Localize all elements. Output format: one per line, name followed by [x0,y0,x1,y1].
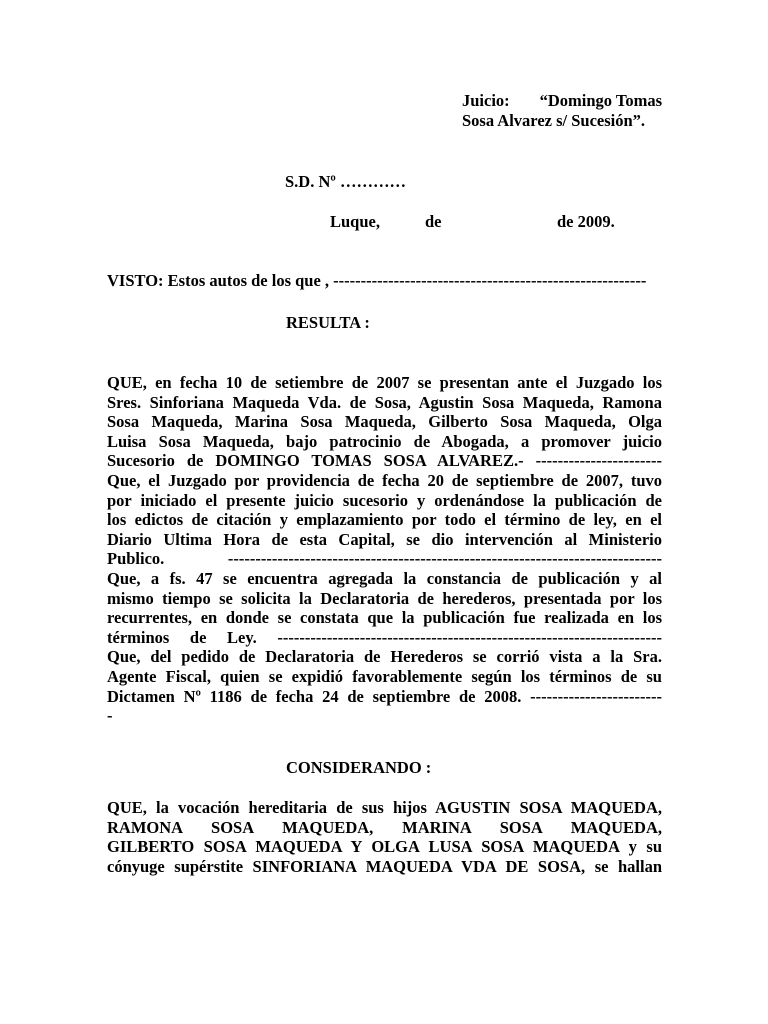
sentence-number: S.D. Nº ………… [285,172,406,191]
text-line: recurrentes, en donde se constata que la publicación fue realizada en los [107,608,662,628]
text-line: Agente Fiscal, quien se expidió favorablemente según los términos de su [107,666,662,686]
date-year: de 2009. [557,212,615,231]
text-line: Luisa Sosa Maqueda, bajo patrocinio de Abogada, a promover juicio [107,431,662,451]
date-de-day: de [425,212,442,231]
date-place: Luque, [330,212,380,231]
text-line: los edictos de citación y emplazamiento por todo el término de ley, en el [107,510,662,530]
case-title-line-2: Sosa Alvarez s/ Sucesión”. [462,111,646,130]
text-line: cónyuge supérstite SINFORIANA MAQUEDA VDA DE SOSA, se hallan [107,856,662,876]
case-title-line-1 [462,91,662,111]
case-title-name-start: “Domingo Tomas [539,91,662,110]
text-line: Dictamen Nº 1186 de fecha 24 de septiembre de 2008. ------------------------ [107,686,662,706]
text-line: Que, el Juzgado por providencia de fecha 20 de septiembre de 2007, tuvo [107,470,662,490]
text-line: Que, del pedido de Declaratoria de Herederos se corrió vista a la Sra. [107,647,662,667]
text-line: Diario Ultima Hora de esta Capital, se dio intervención al Ministerio [107,529,662,549]
text-line: QUE, la vocación hereditaria de sus hijos AGUSTIN SOSA MAQUEDA, [107,798,662,817]
considerando-body [107,798,662,876]
text-line: Sosa Maqueda, Marina Sosa Maqueda, Gilberto Sosa Maqueda, Olga [107,412,662,432]
text-line: QUE, en fecha 10 de setiembre de 2007 se presentan ante el Juzgado los [107,373,662,392]
resulta-body [107,373,662,726]
text-line: términos de Ley. ---------------------------------------------------------------------- [107,627,662,647]
text-line: mismo tiempo se solicita la Declaratoria de herederos, presentada por los [107,588,662,608]
text-line: GILBERTO SOSA MAQUEDA Y OLGA LUSA SOSA MAQUEDA y su [107,837,662,857]
resulta-heading: RESULTA : [286,313,370,332]
text-line: Publico. ------------------------------------------------------------------------------- [107,549,662,569]
case-title-label: Juicio: [462,91,510,110]
text-line: - [107,706,113,726]
considerando-heading: CONSIDERANDO : [286,758,432,777]
visto-line: VISTO: Estos autos de los que , --------------------------------------------------------- [107,271,647,290]
text-line: Sres. Sinforiana Maqueda Vda. de Sosa, Agustin Sosa Maqueda, Ramona [107,392,662,412]
text-line: Que, a fs. 47 se encuentra agregada la constancia de publicación y al [107,568,662,588]
text-line: por iniciado el presente juicio sucesorio y ordenándose la publicación de [107,490,662,510]
text-line: Sucesorio de DOMINGO TOMAS SOSA ALVAREZ.- ----------------------- [107,451,662,471]
case-title [462,91,662,131]
text-line: RAMONA SOSA MAQUEDA, MARINA SOSA MAQUEDA, [107,817,662,837]
